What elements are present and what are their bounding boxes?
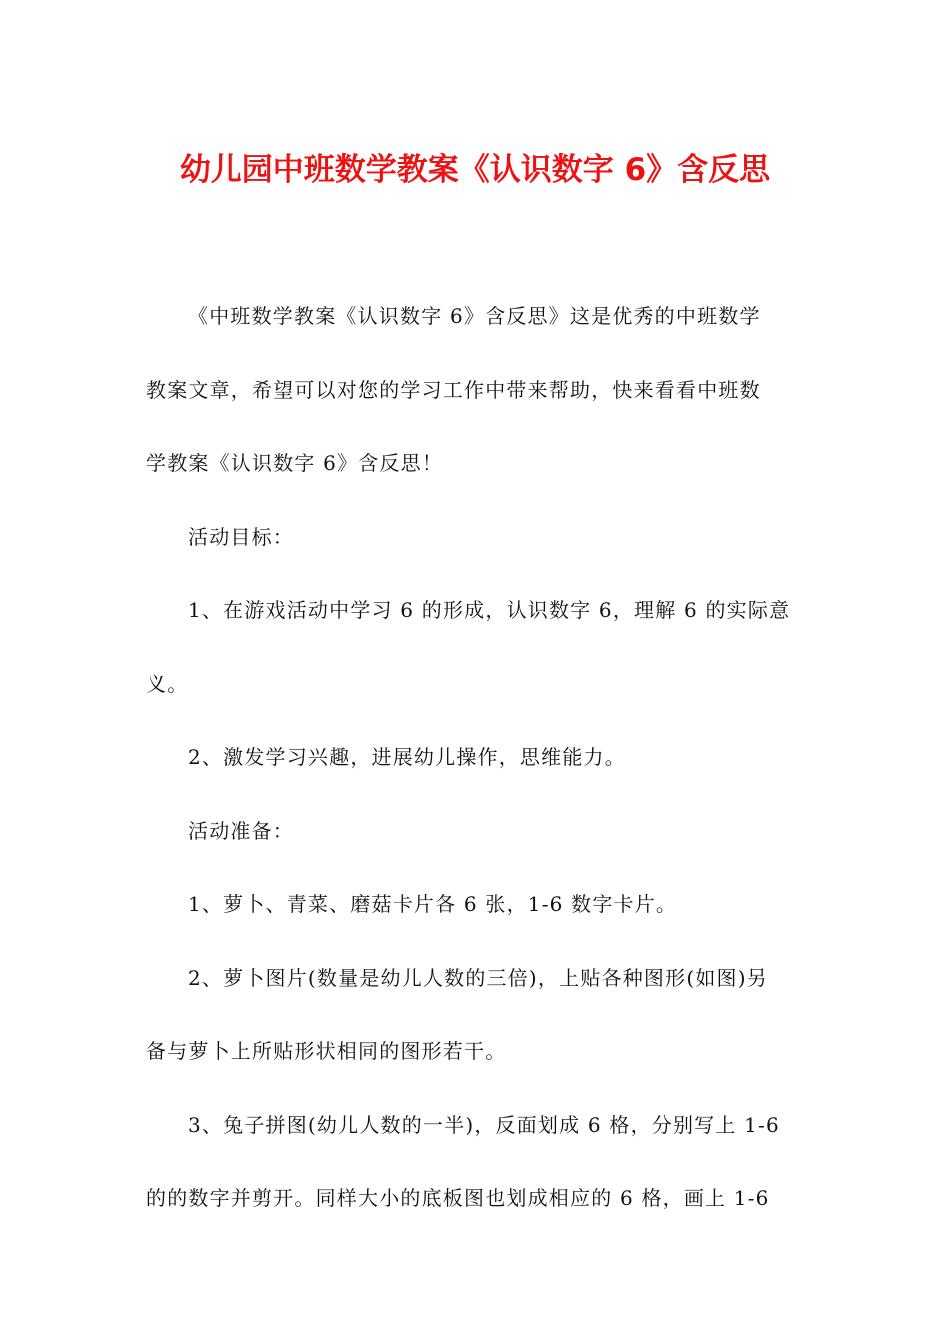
document-title: 幼儿园中班数学教案《认识数字 6》含反思 bbox=[179, 152, 771, 188]
paragraph-line: 学教案《认识数字 6》含反思！ bbox=[146, 451, 444, 475]
paragraph-line: 3、兔子拼图(幼儿人数的一半)，反面划成 6 格，分别写上 1-6 bbox=[188, 1112, 780, 1137]
paragraph-line: 的的数字并剪开。同样大小的底板图也划成相应的 6 格，画上 1-6 bbox=[146, 1186, 770, 1210]
paragraph-line: 1、萝卜、青菜、磨菇卡片各 6 张，1-6 数字卡片。 bbox=[188, 892, 678, 916]
paragraph-line: 备与萝卜上所贴形状相同的图形若干。 bbox=[146, 1039, 507, 1063]
preparation-item-1 bbox=[146, 868, 806, 942]
paragraph-line: 义。 bbox=[146, 671, 189, 696]
section-heading-goals bbox=[146, 501, 806, 575]
paragraph-line: 2、萝卜图片(数量是幼儿人数的三倍)，上贴各种图形(如图)另 bbox=[188, 965, 768, 990]
paragraph-line: 活动目标： bbox=[188, 524, 294, 549]
document-body bbox=[146, 280, 806, 1236]
paragraph-line: 教案文章，希望可以对您的学习工作中带来帮助，快来看看中班数 bbox=[146, 377, 761, 402]
paragraph-line: 《中班数学教案《认识数字 6》含反思》这是优秀的中班数学 bbox=[188, 304, 761, 328]
paragraph-line: 1、在游戏活动中学习 6 的形成，认识数字 6，理解 6 的实际意 bbox=[188, 598, 791, 622]
goal-item-2 bbox=[146, 721, 806, 795]
paragraph-line: 2、激发学习兴趣，进展幼儿操作，思维能力。 bbox=[188, 745, 626, 769]
paragraph-intro bbox=[146, 280, 806, 501]
section-heading-preparation bbox=[146, 795, 806, 869]
paragraph-line: 活动准备： bbox=[188, 818, 294, 843]
preparation-item-2 bbox=[146, 942, 806, 1089]
goal-item-1 bbox=[146, 574, 806, 721]
preparation-item-3 bbox=[146, 1089, 806, 1236]
